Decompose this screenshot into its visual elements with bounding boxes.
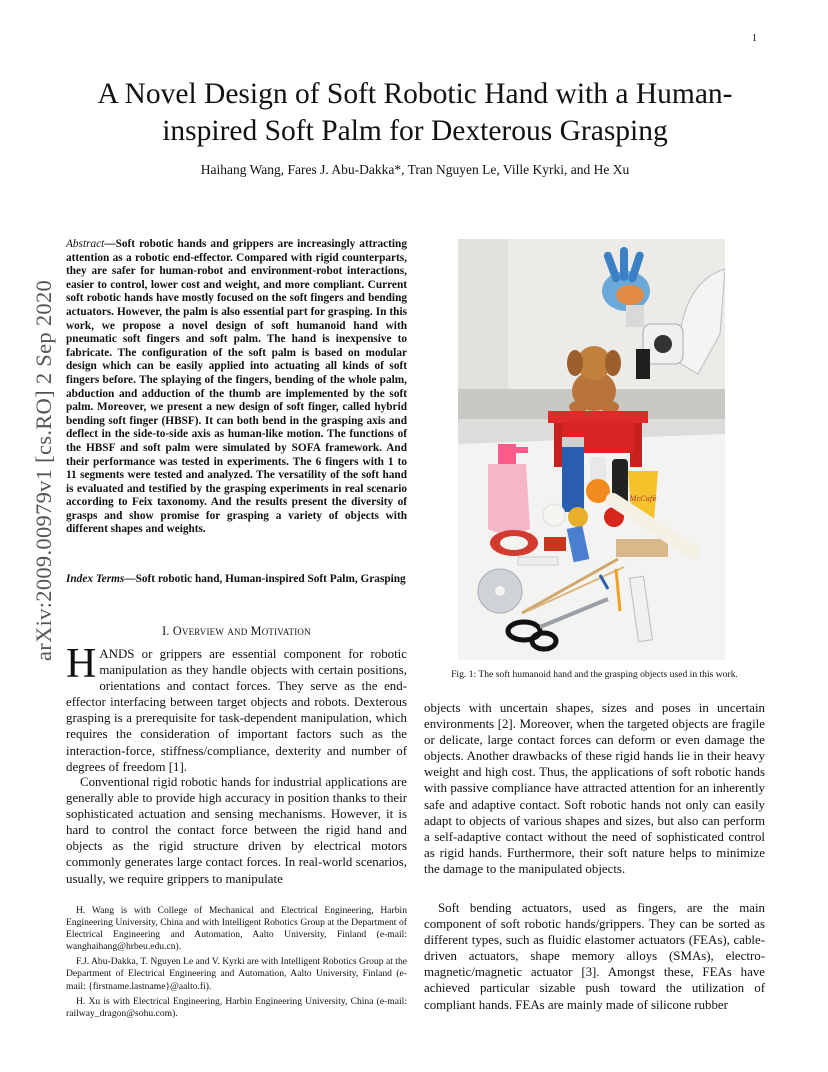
section-heading-text: I. Overview and Motivation	[162, 624, 311, 638]
paper-title: A Novel Design of Soft Robotic Hand with a Human-inspired Soft Palm for Dexterous Grasping	[97, 78, 733, 147]
abstract	[66, 238, 407, 537]
white-ball	[543, 504, 565, 526]
figure-caption: Fig. 1: The soft humanoid hand and the grasping objects used in this work.	[451, 669, 738, 680]
figure-photo	[458, 239, 725, 660]
page-number: 1	[752, 33, 757, 44]
wood-block	[616, 539, 668, 557]
footnotes	[66, 905, 407, 1023]
abstract-label: Abstract	[66, 238, 105, 250]
wall-corner	[458, 239, 508, 389]
index-terms	[66, 573, 407, 587]
column2-paragraph-1: objects with uncertain shapes, sizes and poses in uncertain environments [2]. Moreover, when the targeted objects are fragile or delicate, large contact forces can deform or even damage the objects. Another drawbacks of these rigid hands lie in their heavy weight and high cost. Thus, the applications of soft robotic hands with passive compliance have attracted attention for an inherently safe and adaptive contact. Soft robotic hands not only can easily adapt to objects of various shapes and sizes, but also can perform a self-adaptive contact without the need of sophisticated control as rigid hands. Furthermore, their soft nature helps to minimize the damage to the manipulated objects.	[424, 701, 765, 876]
figure-illustration	[458, 239, 725, 660]
footnote-abu-dakka: F.J. Abu-Dakka, T. Nguyen Le and V. Kyrki are with Intelligent Robotics Group at the Department of Electrical Engineering and Automation, Aalto University, Finland (e-mail: {firstname.lastname}@aalto.fi).	[66, 956, 407, 992]
index-terms-label: Index Terms	[66, 573, 125, 585]
intro-paragraph-2: Conventional rigid robotic hands for industrial applications are generally able to provide high accuracy in position thanks to their sophisticated actuation and sensing mechanisms. However, it is hard to control the contact force between the rigid hand and objects as the rigid structure driven by electrical motors commonly generates large contact forces. In real-world scenarios, usually, we require grippers to manipulate	[66, 775, 407, 886]
index-terms-text: —Soft robotic hand, Human-inspired Soft Palm, Grasping	[124, 573, 406, 585]
author-list: Haihang Wang, Fares J. Abu-Dakka*, Tran Nguyen Le, Ville Kyrki, and He Xu	[200, 162, 630, 177]
section-heading	[66, 624, 407, 639]
cup-logo-text: McCafé	[629, 495, 657, 503]
intro-paragraph-1	[66, 641, 407, 775]
abstract-text: —Soft robotic hands and grippers are increasingly attracting attention as a robotic end-effector. Compared with rigid counterparts, they are safer for human-robot and environment-robot interactions, easier to control, lower cost and weight, and more compliant. Current soft robotic hands have mostly focused on the soft fingers and bending actuators. However, the palm is also essential part for grasping. In this work, we propose a novel design of soft humanoid hand with pneumatic soft fingers and soft palm. The hand is inexpensive to fabricate. The configuration of the soft palm is based on modular design which can be easily applied into actuating all kinds of soft fingers before. The splaying of the fingers, bending of the whole palm, abduction and adduction of the thumb are implemented by the soft palm. Moreover, we present a new design of soft finger, called hybrid bending soft finger (HBSF). It can both bend in the grasping axis and deflect in the side-to-side axis as human-like motion. The functions of the HBSF and soft palm were simulated by SOFA framework. And their performance was tested in experiments. The 6 fingers with 1 to 11 segments were tested and analyzed. The versatility of the soft hand is evaluated and testified by the grasping experiments in real scenario according to Feix taxonomy. And the results present the diversity of grasps and show promise for grasping a variety of objects with different shapes and weights.	[66, 238, 407, 536]
marker	[518, 557, 558, 565]
footnote-xu: H. Xu is with Electrical Engineering, Harbin Engineering University, China (e-mail: railway_dragon@sohu.com).	[66, 995, 407, 1019]
spray-can	[562, 444, 584, 512]
arxiv-stamp: arXiv:2009.00979v1 [cs.RO] 2 Sep 2020	[31, 279, 56, 661]
drop-cap: H	[66, 641, 97, 687]
intro-paragraph-1-text: ANDS or grippers are essential component for robotic manipulation as they handle objects with certain positions, orientations and contact forces. They serve as the end-effector interfacing between target objects and robots. Dexterous grasping is a prerequisite for task-dependent manipulation, which requires the consideration of important factors such as the interaction-force, stiffness/compliance, dexterity and number of degrees of freedom [1].	[66, 647, 407, 774]
column2-paragraph-2: Soft bending actuators, used as fingers, are the main component of soft robotic hands/grippers. They can be sorted as different types, such as fluidic elastomer actuators (FEAs), cable-driven actuators, shape memory alloys (SMAs), electro-magnetic/magnetic actuator [3]. Amongst these, FEAs have achieved particular sizable push toward the utilization of compliant hands. FEAs are mainly made of silicone rubber	[424, 901, 765, 1012]
footnote-wang: H. Wang is with College of Mechanical and Electrical Engineering, Harbin Engineering University, China and with Intelligent Robotics Group at the Department of Electrical Engineering and Automation, Aalto University, Finland (e-mail: wanghaihang@hrbeu.edu.cn).	[66, 905, 407, 953]
yellow-fruit	[568, 507, 588, 527]
red-box	[544, 537, 566, 551]
